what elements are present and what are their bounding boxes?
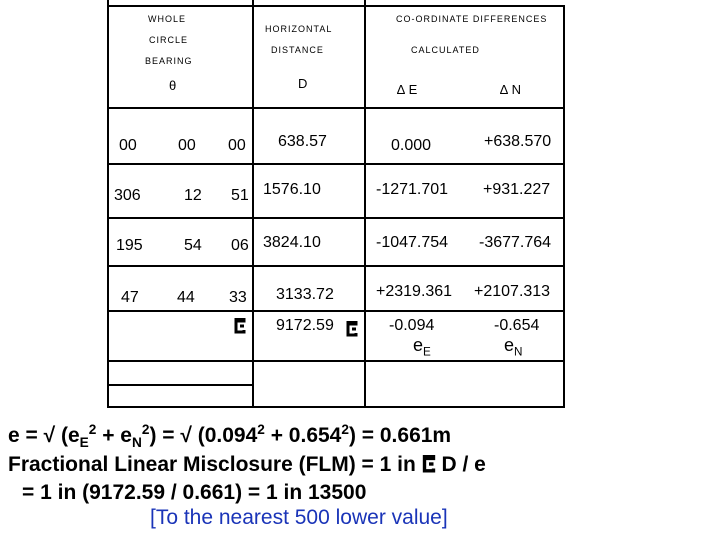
top-border <box>109 5 565 7</box>
bearing-distance-divider <box>252 0 254 408</box>
row4-distance: 3133.72 <box>276 286 334 303</box>
row1-minutes: 00 <box>178 137 196 154</box>
header-delta-n: ∆ N <box>500 82 521 97</box>
header-theta: θ <box>169 78 177 93</box>
sum-symbol-icon <box>346 321 358 337</box>
header-distance: DISTANCE <box>271 45 324 55</box>
header-bottom-line <box>109 107 565 109</box>
header-bearing: BEARING <box>145 56 193 66</box>
row4-delta-n: +2107.313 <box>474 283 551 300</box>
row1-delta-e: 0.000 <box>391 137 432 154</box>
row-line-6 <box>109 384 253 386</box>
row-line-1 <box>109 163 565 165</box>
row1-seconds: 00 <box>228 137 246 154</box>
header-horizontal: HORIZONTAL <box>265 24 333 34</box>
flm-definition: Fractional Linear Misclosure (FLM) = 1 in D / e <box>8 453 486 476</box>
rounding-note: [To the nearest 500 lower value] <box>150 506 448 529</box>
error-e-label: $e_E$ <box>413 335 431 359</box>
closing-error-formula: e = √ $(e_E^2 + e_N^2)$ = √ $(0.094^2 + 0.654^2) = 0.661m$ <box>8 422 452 451</box>
table-bottom-line <box>109 406 565 408</box>
flm-calculation: = 1 in (9172.59 / 0.661) = 1 in 13500 <box>22 481 367 504</box>
row3-seconds: 06 <box>231 237 249 254</box>
row1-delta-n: +638.570 <box>484 133 552 150</box>
row2-degrees: 306 <box>114 187 141 204</box>
row-line-2 <box>109 217 565 219</box>
total-distance: 9172.59 <box>276 317 334 334</box>
row-line-4 <box>109 310 565 312</box>
header-coordinate-differences: CO-ORDINATE DIFFERENCES <box>396 14 548 24</box>
row4-seconds: 33 <box>229 289 247 306</box>
header-d: D <box>298 76 308 91</box>
row-line-3 <box>109 265 565 267</box>
row4-delta-e: +2319.361 <box>376 283 453 300</box>
sum-symbol-icon <box>234 318 246 334</box>
row1-distance: 638.57 <box>278 133 327 150</box>
header-calculated: CALCULATED <box>411 45 480 55</box>
row4-degrees: 47 <box>121 289 139 306</box>
sum-symbol-icon <box>422 455 436 473</box>
table-right-border <box>563 6 565 408</box>
row3-distance: 3824.10 <box>263 234 321 251</box>
error-n-label: $e_N$ <box>504 335 523 359</box>
header-circle: CIRCLE <box>149 35 189 45</box>
total-delta-n: -0.654 <box>494 317 540 334</box>
header-delta-e: ∆ E <box>397 82 418 97</box>
row2-minutes: 12 <box>184 187 202 204</box>
row4-minutes: 44 <box>177 289 195 306</box>
row3-delta-e: -1047.754 <box>376 234 449 251</box>
header-whole: WHOLE <box>148 14 187 24</box>
row2-seconds: 51 <box>231 187 249 204</box>
row2-distance: 1576.10 <box>263 181 321 198</box>
row2-delta-n: +931.227 <box>483 181 551 198</box>
row-line-5 <box>109 360 565 362</box>
table-left-border <box>107 0 109 408</box>
distance-coords-divider <box>364 0 366 408</box>
row3-degrees: 195 <box>116 237 143 254</box>
row1-degrees: 00 <box>119 137 137 154</box>
row2-delta-e: -1271.701 <box>376 181 449 198</box>
row3-minutes: 54 <box>184 237 202 254</box>
row3-delta-n: -3677.764 <box>479 234 552 251</box>
total-delta-e: -0.094 <box>389 317 435 334</box>
